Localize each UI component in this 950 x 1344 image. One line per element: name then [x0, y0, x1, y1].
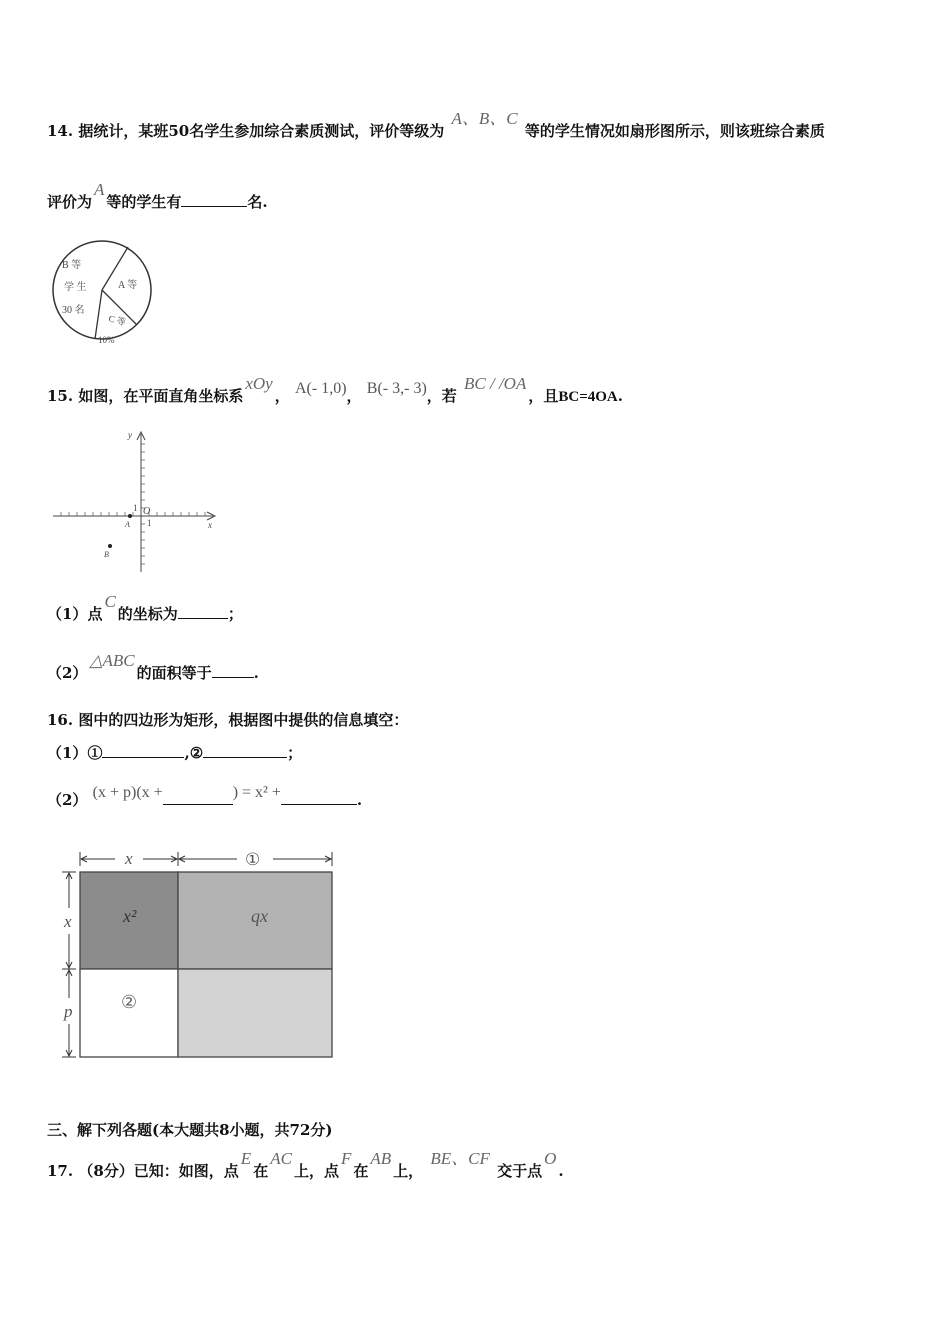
q17-text: 已知：如图，点 — [133, 1162, 239, 1180]
q16-sub1-end: ； — [287, 744, 303, 762]
q17-point-e-math: E — [240, 1149, 252, 1168]
region-2 — [80, 969, 178, 1057]
left-x-label: x — [64, 912, 72, 931]
left-p-label: p — [64, 1002, 73, 1021]
q15-point-c-math: C — [104, 592, 116, 611]
point-a — [128, 514, 132, 518]
q15-text: ，且 — [528, 387, 559, 405]
q14-grade-a-math: A — [94, 180, 105, 199]
q15-text: 如图，在平面直角坐标系 — [78, 387, 244, 405]
q15-sub1-end: ； — [227, 605, 243, 623]
q15-line1 — [47, 374, 623, 406]
q15-sub1-text: 的坐标为 — [117, 605, 178, 623]
y-axis-label: y — [128, 430, 132, 440]
q15-point-a-math: A(- 1,0) — [294, 380, 347, 397]
q16-sub2 — [47, 784, 363, 810]
left-dimension — [62, 872, 76, 1057]
q16-rectangle-figure — [55, 846, 340, 1062]
q15-triangle-math: △ABC — [89, 651, 135, 670]
q15-sub2-number: （2） — [47, 664, 88, 682]
q17-point-f-math: F — [340, 1149, 352, 1168]
q16-sub2-number: （2） — [47, 791, 88, 809]
q16-sub1 — [47, 742, 302, 763]
q16-text: 图中的四边形为矩形，根据图中提供的信息填空： — [78, 711, 409, 729]
y-unit-label: 1 — [133, 503, 138, 513]
point-b-label: B — [104, 550, 109, 559]
pie-c-label: C 等 — [107, 313, 127, 328]
q16-blank-4 — [281, 803, 357, 805]
q14-text: 名. — [247, 193, 268, 211]
q15-point-b-math: B(- 3,- 3) — [366, 380, 427, 397]
section-3-heading: 三、解下列各题(本大题共8小题，共72分) — [47, 1121, 333, 1139]
circle-2-label: ② — [121, 992, 138, 1012]
q16-blank-1 — [102, 756, 184, 758]
q17-text: 在 — [253, 1162, 269, 1180]
q15-period: . — [617, 387, 623, 405]
q15-number: 15. — [47, 387, 74, 405]
q17-text: 上，点 — [293, 1162, 339, 1180]
q15-sub2 — [47, 651, 259, 683]
q17-number: 17. — [47, 1162, 74, 1180]
pie-percent-label: 10% — [98, 335, 115, 345]
q14-text: 等的学生情况如扇形图所示，则该班综合素质 — [524, 122, 825, 140]
pie-a-label: A 等 — [118, 280, 138, 291]
q15-sub2-text: 的面积等于 — [136, 664, 212, 682]
q16-sub1-number: （1） — [47, 744, 88, 762]
q15-sub1-text: 点 — [87, 605, 103, 623]
q17-text: 上， — [393, 1162, 424, 1180]
pie-b-label-2: 学 生 — [64, 282, 87, 293]
q14-pie-chart — [48, 236, 160, 348]
q15-text: ，若 — [426, 387, 457, 405]
q14-grades-math: A、B、C — [451, 109, 518, 128]
qx-label: qx — [251, 906, 268, 926]
x-squared-label: x² — [123, 906, 137, 926]
q15-comma: ， — [346, 387, 362, 405]
q16-circle-2: ② — [189, 744, 204, 762]
q17-text: 在 — [353, 1162, 369, 1180]
x-unit-label: 1 — [147, 518, 152, 528]
q15-parallel-math: BC / /OA — [464, 374, 527, 393]
q17-point-o-math: O — [544, 1149, 557, 1168]
q14-text: 据统计，某班 — [78, 122, 169, 140]
q16-separator: , — [184, 744, 190, 762]
q15-sub1-answer-blank — [178, 617, 228, 619]
pie-b-label-1: B 等 — [62, 260, 82, 271]
q16-expr-part1: (x + p)(x + — [92, 784, 163, 801]
pie-b-label-3: 30 名 — [62, 305, 85, 316]
point-a-label: A — [125, 520, 130, 529]
q15-sub1-number: （1） — [47, 605, 88, 623]
q15-coordinate-graph — [50, 426, 220, 574]
q14-text: 等的学生有 — [106, 193, 182, 211]
q17-be-cf-math: BE、CF — [430, 1149, 490, 1168]
q15-sub1 — [47, 592, 243, 624]
q16-blank-2 — [203, 756, 287, 758]
top-circle-1-label: ① — [245, 850, 261, 869]
origin-label: O — [143, 506, 151, 517]
q15-condition: BC=4OA — [558, 389, 618, 405]
q17-period: . — [558, 1162, 564, 1180]
q14-count: 50 — [168, 122, 190, 140]
q14-line2 — [47, 180, 268, 212]
region-bottom-right — [178, 969, 332, 1057]
q16-circle-1: ① — [87, 744, 103, 762]
q16-sub2-end: . — [356, 791, 363, 809]
q15-sub2-answer-blank — [212, 676, 254, 678]
q14-text: 名学生参加综合素质测试，评价等级为 — [189, 122, 445, 140]
q14-text: 评价为 — [47, 193, 93, 211]
top-dimension — [80, 852, 332, 866]
q14-answer-blank — [181, 205, 247, 207]
pie-divider-bottom — [95, 290, 102, 339]
q17-text: 交于点 — [497, 1162, 543, 1180]
q15-comma: ， — [274, 387, 290, 405]
q16-blank-3 — [163, 803, 233, 805]
q17-ab-math: AB — [370, 1149, 392, 1168]
q17-ac-math: AC — [270, 1149, 292, 1168]
point-b — [108, 544, 112, 548]
q15-sub2-end: . — [253, 664, 259, 682]
top-x-label: x — [125, 849, 133, 868]
q16-line1 — [47, 709, 408, 730]
q14-line1 — [47, 109, 825, 141]
x-axis-label: x — [208, 520, 212, 530]
y-axis-ticks — [141, 444, 145, 564]
q14-number: 14. — [47, 122, 74, 140]
q17-line1 — [47, 1149, 564, 1181]
q15-xoy-math: xOy — [245, 374, 273, 393]
q16-number: 16. — [47, 711, 74, 729]
q16-expr-part2: ) = x² + — [232, 784, 281, 801]
q17-score: （8分） — [78, 1162, 134, 1180]
